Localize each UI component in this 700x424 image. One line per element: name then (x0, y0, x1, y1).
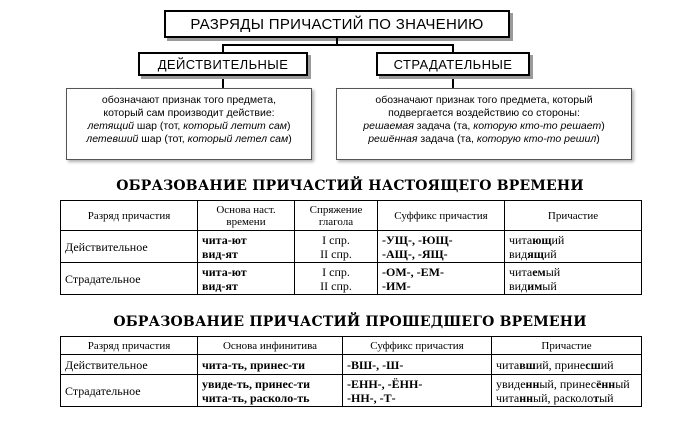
row-type: Действительное (61, 231, 198, 263)
part-stem-root: с (585, 357, 591, 372)
row-stems (198, 263, 295, 295)
table-row (61, 375, 642, 407)
past-heading: ОБРАЗОВАНИЕ ПРИЧАСТИЙ ПРОШЕДШЕГО ВРЕМЕНИ (113, 314, 587, 330)
part-suffix: нн (519, 390, 534, 405)
part-stem: вид (509, 278, 528, 293)
stem: увиде-ть, принес-ти (202, 376, 311, 391)
example-italic: которую кто-то решил (476, 133, 597, 145)
page-title-text: РАЗРЯДЫ ПРИЧАСТИЙ ПО ЗНАЧЕНИЮ (190, 15, 484, 33)
stem: чита-ют (202, 232, 247, 247)
part-stem: чита (509, 264, 533, 279)
part-ending: ий, прине (535, 357, 586, 372)
part-ending: ый (615, 376, 630, 391)
conj: I спр. (322, 232, 350, 247)
table-row (61, 263, 642, 295)
part-suffix: ем (532, 264, 546, 279)
col-header: Основа наст. времени (198, 201, 295, 231)
row-suffixes (378, 231, 505, 263)
example-italic: который летит сам (183, 120, 287, 132)
example-word: решённая (368, 133, 418, 145)
row-type: Страдательное (61, 263, 198, 295)
part-suffix: ённ (596, 376, 616, 391)
active-category-label: ДЕЙСТВИТЕЛЬНЫЕ (157, 56, 289, 72)
part-ending: ый (542, 278, 557, 293)
conj: II спр. (320, 278, 352, 293)
passive-desc-line1: обозначают признак того предмета, который (375, 94, 593, 106)
passive-category-label: СТРАДАТЕЛЬНЫЕ (393, 56, 513, 72)
active-category-box (138, 52, 308, 76)
part-stem: увиде (496, 376, 526, 391)
part-suffix: нн (525, 376, 540, 391)
connector-horizontal (222, 44, 454, 46)
part-ending: ий (600, 357, 614, 372)
passive-example-1 (337, 120, 631, 133)
stem: чита-ть, расколо-ть (202, 390, 310, 405)
suffix: -ИМ- (382, 278, 411, 293)
example-close: ) (287, 120, 291, 132)
page-title (164, 10, 510, 38)
active-example-1 (67, 120, 311, 133)
col-header: Суффикс причастия (343, 337, 492, 355)
active-desc-line2: который сам производит действие: (103, 107, 275, 119)
row-type: Действительное (61, 355, 198, 375)
connector-right-down (452, 44, 454, 52)
col-header: Причастие (505, 201, 642, 231)
table-header-row (61, 201, 642, 231)
example-word: летевший (86, 133, 139, 145)
suffix: -ОМ-, -ЕМ- (382, 264, 444, 279)
part-stem: чита (496, 357, 520, 372)
suffix: -ЕНН-, -ЁНН- (347, 376, 423, 391)
example-close: ) (601, 120, 605, 132)
part-ending: ый (599, 390, 614, 405)
table-row (61, 231, 642, 263)
row-stems (198, 375, 343, 407)
example-word: решаемая (363, 120, 414, 132)
part-suffix: вш (519, 357, 536, 372)
participle (509, 233, 637, 247)
participle (509, 247, 637, 261)
passive-desc-line2: подвергается воздействию со стороны: (388, 107, 580, 119)
example-text: шар (тот, (138, 133, 188, 145)
row-participles (492, 355, 642, 375)
present-table (60, 200, 642, 295)
row-stems (198, 231, 295, 263)
example-close: ) (288, 133, 292, 145)
passive-description (336, 88, 632, 160)
suffix: -АЩ-, -ЯЩ- (382, 246, 448, 261)
part-suffix: ящ (527, 246, 544, 261)
part-stem: чита (509, 232, 533, 247)
active-desc-line1: обозначают признак того предмета, (101, 94, 277, 106)
participle (496, 377, 637, 391)
participle (509, 265, 637, 279)
row-conjugation (295, 231, 378, 263)
table-header-row (61, 337, 642, 355)
stem: вид-ят (202, 246, 238, 261)
example-text: задача (та, (413, 120, 474, 132)
active-example-2 (67, 133, 311, 146)
col-header: Спряжение глагола (295, 201, 378, 231)
stem: вид-ят (202, 278, 238, 293)
connector-passive-desc (452, 76, 454, 88)
example-italic: который летел сам (187, 133, 289, 145)
row-suffixes (343, 375, 492, 407)
past-table (60, 336, 642, 407)
part-ending: ий (543, 246, 557, 261)
table-row (61, 355, 642, 375)
row-suffixes (378, 263, 505, 295)
example-italic: которую кто-то решает (473, 120, 602, 132)
row-suffixes: -ВШ-, -Ш- (343, 355, 492, 375)
row-conjugation (295, 263, 378, 295)
row-participles (505, 263, 642, 295)
col-header: Разряд причастия (61, 201, 198, 231)
connector-left-down (222, 44, 224, 52)
row-participles (505, 231, 642, 263)
conj: I спр. (322, 264, 350, 279)
part-ending: ый (545, 264, 561, 279)
example-text: шар (тот, (134, 120, 184, 132)
example-text: задача (та, (417, 133, 477, 145)
active-description (66, 88, 312, 160)
conj: II спр. (320, 246, 352, 261)
participle (509, 279, 637, 293)
part-stem: чита (496, 390, 520, 405)
col-header: Суффикс причастия (378, 201, 505, 231)
suffix: -НН-, -Т- (347, 390, 396, 405)
col-header: Основа инфинитива (198, 337, 343, 355)
row-type: Страдательное (61, 375, 198, 407)
part-suffix: им (527, 278, 543, 293)
part-suffix: ш (590, 357, 601, 372)
connector-active-desc (222, 76, 224, 88)
part-ending: ый, принес (539, 376, 597, 391)
passive-example-2 (337, 133, 631, 146)
row-participles (492, 375, 642, 407)
present-heading: ОБРАЗОВАНИЕ ПРИЧАСТИЙ НАСТОЯЩЕГО ВРЕМЕНИ (116, 178, 584, 194)
stem: чита-ют (202, 264, 247, 279)
part-suffix: ющ (532, 232, 552, 247)
suffix: -УЩ-, -ЮЩ- (382, 232, 453, 247)
col-header: Разряд причастия (61, 337, 198, 355)
part-stem: вид (509, 246, 528, 261)
row-stems: чита-ть, принес-ти (198, 355, 343, 375)
part-ending: ий (551, 232, 565, 247)
part-ending: ый, расколо (533, 390, 594, 405)
example-word: летящий (87, 120, 134, 132)
part-suffix: т (593, 390, 600, 405)
passive-category-box (376, 52, 530, 76)
example-close: ) (596, 133, 600, 145)
participle (496, 391, 637, 405)
col-header: Причастие (492, 337, 642, 355)
